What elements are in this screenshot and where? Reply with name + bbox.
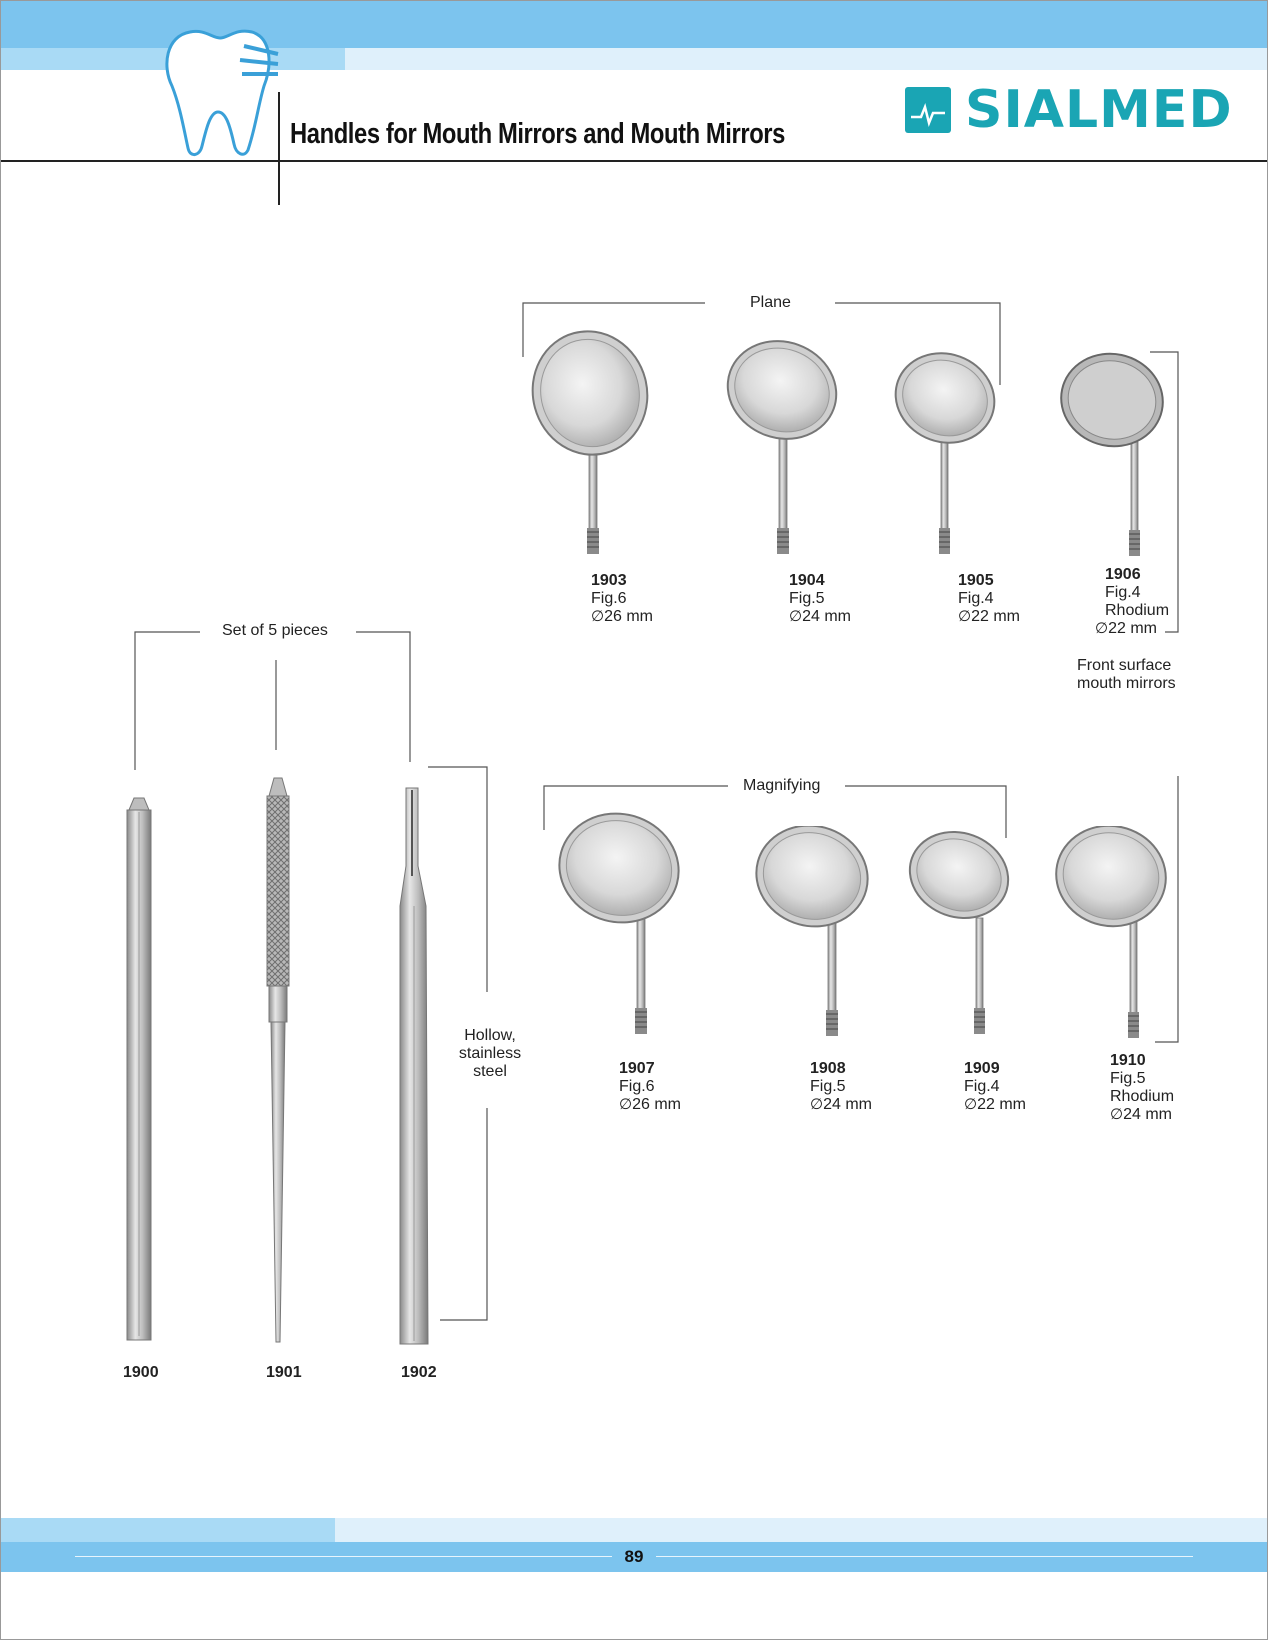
group-label-magnifying: Magnifying <box>743 777 821 794</box>
product-fig: Fig.4 <box>964 1078 1000 1095</box>
product-fig: Fig.6 <box>591 590 627 607</box>
product-finish: Rhodium <box>1105 602 1170 619</box>
group-label-plane: Plane <box>750 294 791 311</box>
handle-code-1901: 1901 <box>266 1364 302 1381</box>
note-line: Hollow, <box>464 1027 516 1044</box>
note-line: mouth mirrors <box>1077 675 1176 692</box>
product-fig: Fig.4 <box>958 590 994 607</box>
product-size: ∅24 mm <box>789 608 851 625</box>
product-size: ∅22 mm <box>964 1096 1026 1113</box>
product-code: 1908 <box>810 1060 846 1077</box>
product-code: 1909 <box>964 1060 1000 1077</box>
product-fig: Fig.5 <box>1110 1070 1146 1087</box>
note-line: steel <box>473 1063 507 1080</box>
group-label-handles: Set of 5 pieces <box>222 622 328 639</box>
product-size: ∅26 mm <box>591 608 653 625</box>
page-number: 89 <box>612 1544 656 1570</box>
note-line: Front surface <box>1077 657 1172 674</box>
product-size: ∅22 mm <box>958 608 1020 625</box>
product-fig: Fig.6 <box>619 1078 655 1095</box>
product-size: ∅22 mm <box>1095 620 1157 637</box>
page-title: Handles for Mouth Mirrors and Mouth Mirrors <box>290 118 785 150</box>
note-line: stainless <box>458 1045 522 1062</box>
product-code: 1903 <box>591 572 627 589</box>
product-size: ∅24 mm <box>1110 1106 1172 1123</box>
product-size: ∅26 mm <box>619 1096 681 1113</box>
product-size: ∅24 mm <box>810 1096 872 1113</box>
product-fig: Fig.4 <box>1105 584 1141 601</box>
product-fig: Fig.5 <box>789 590 825 607</box>
product-code: 1910 <box>1110 1052 1146 1069</box>
handle-code-1900: 1900 <box>123 1364 159 1381</box>
product-code: 1907 <box>619 1060 655 1077</box>
product-code: 1906 <box>1105 566 1141 583</box>
product-code: 1905 <box>958 572 994 589</box>
brand-name: SIALMED <box>965 80 1233 140</box>
product-code: 1904 <box>789 572 825 589</box>
product-finish: Rhodium <box>1110 1088 1175 1105</box>
handle-code-1902: 1902 <box>401 1364 437 1381</box>
product-fig: Fig.5 <box>810 1078 846 1095</box>
